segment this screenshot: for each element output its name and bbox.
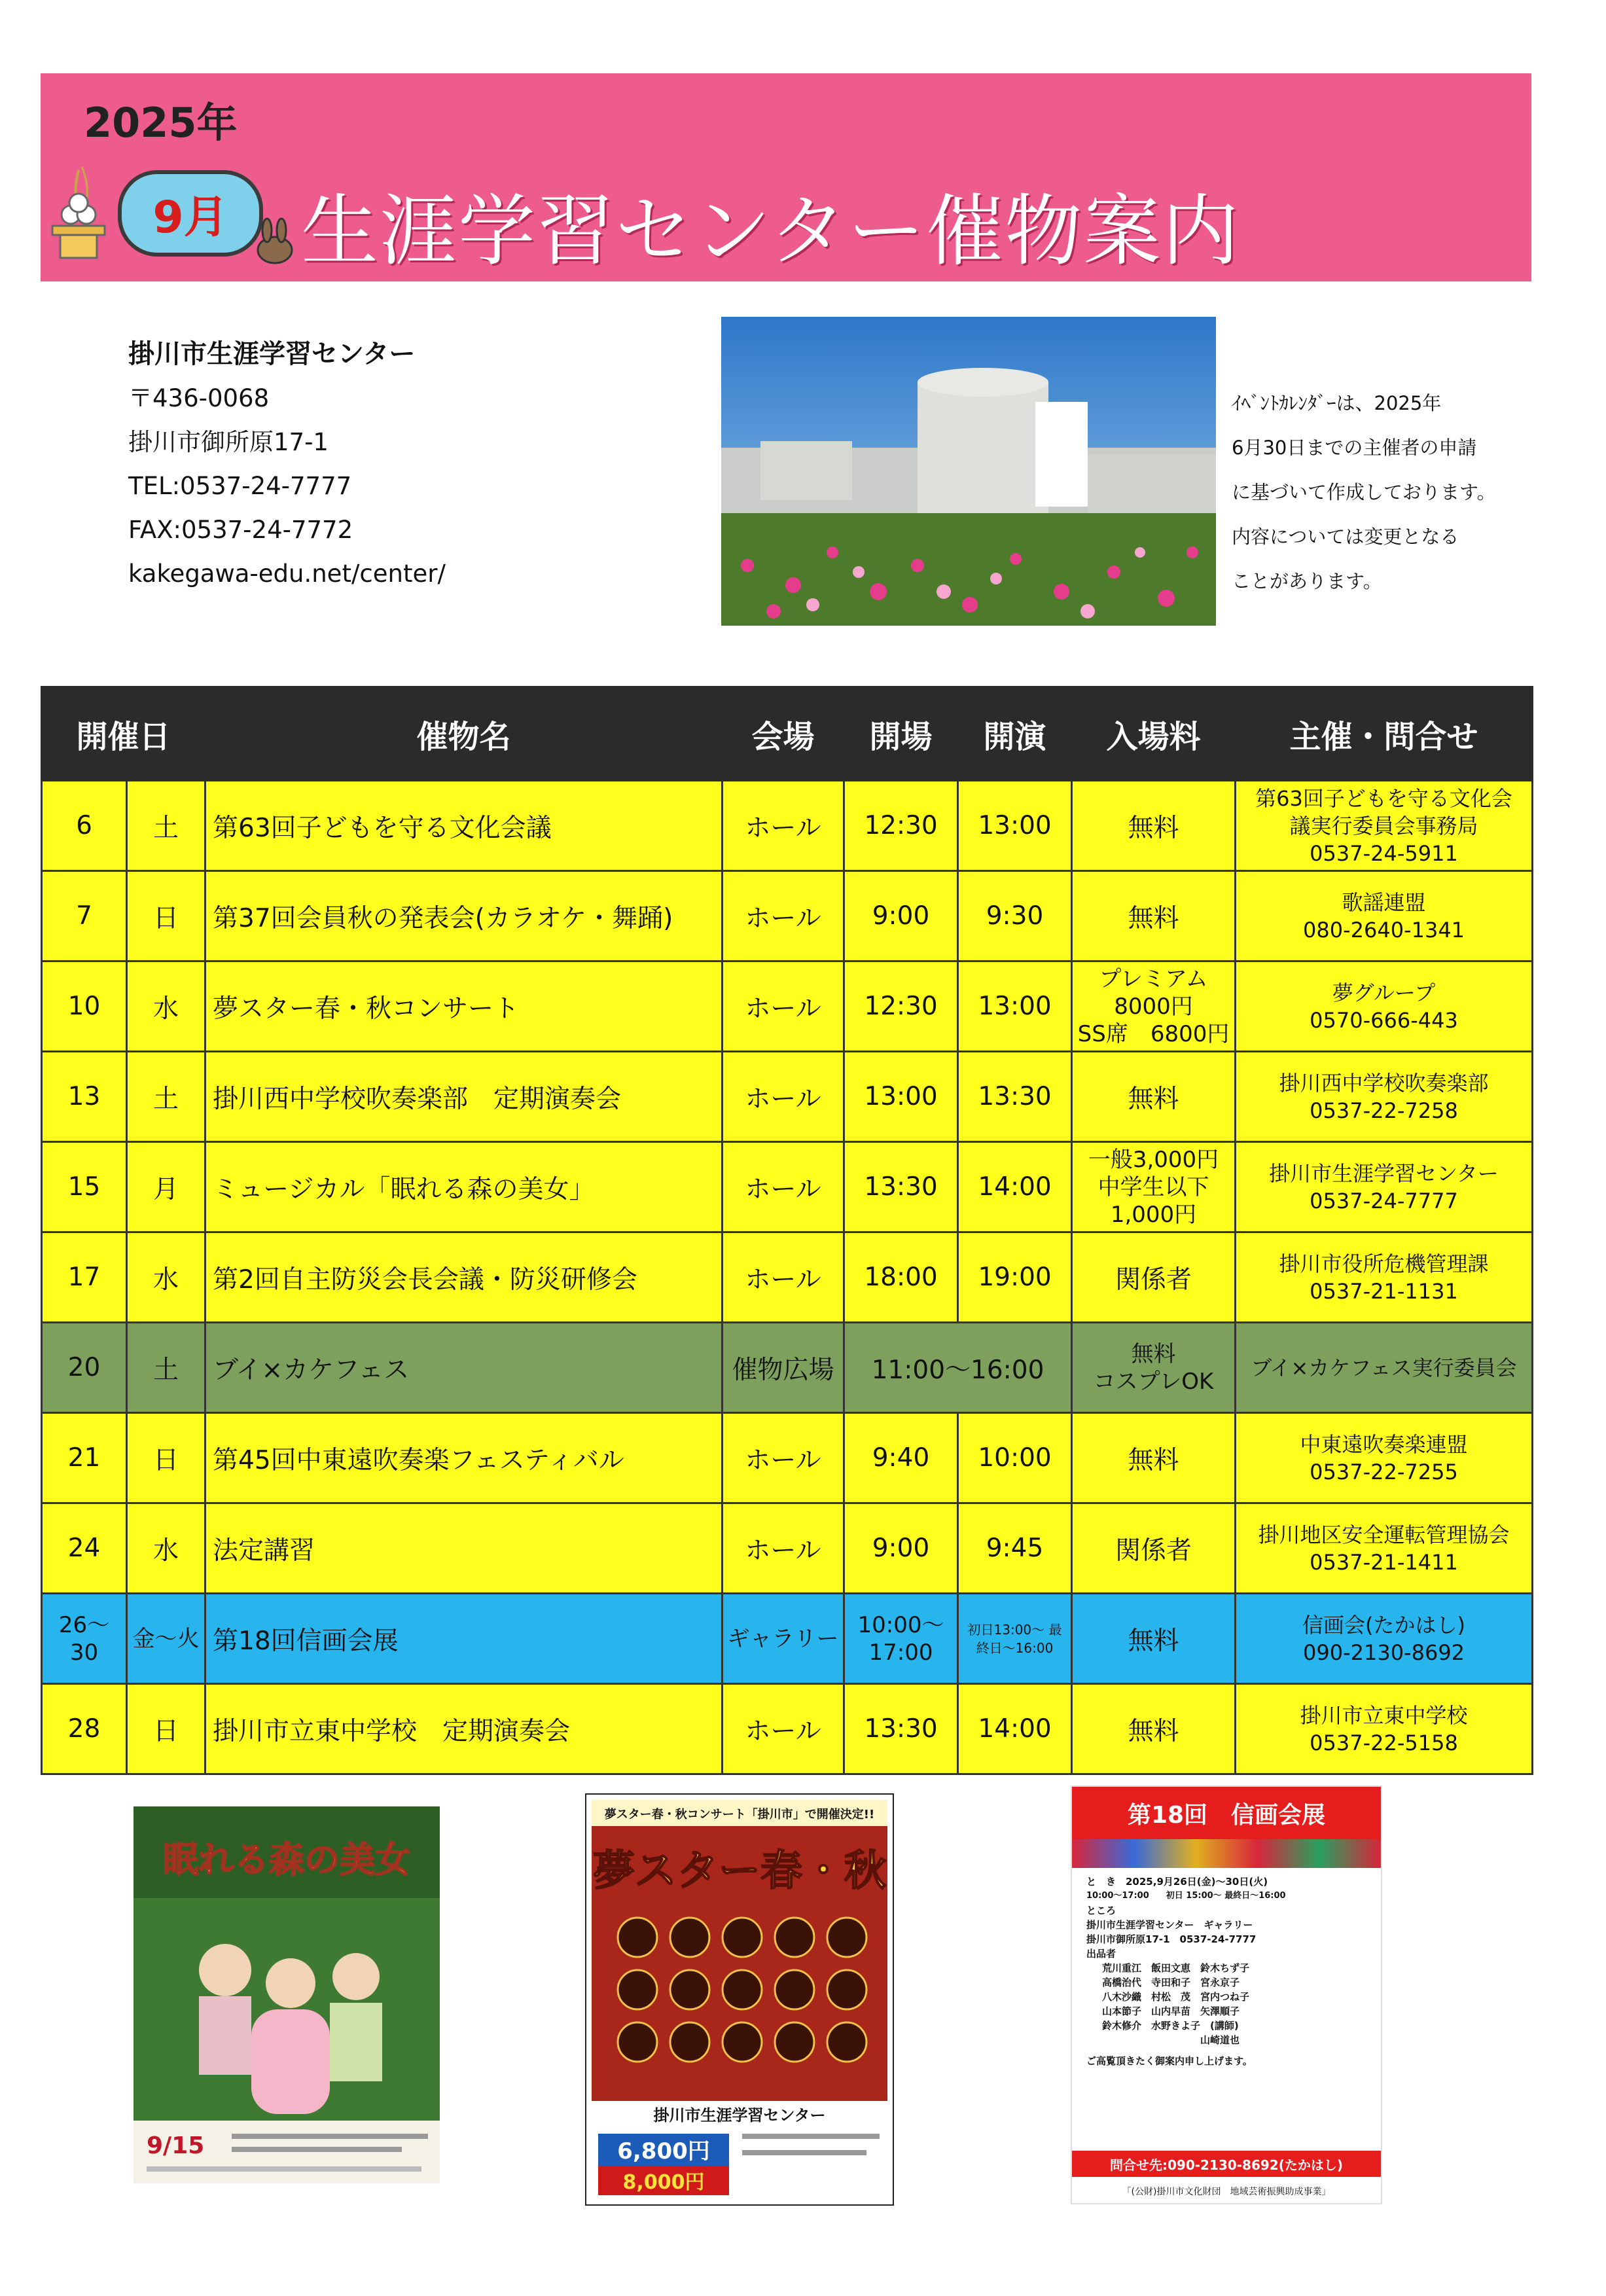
table-row <box>42 1684 1533 1774</box>
cell-day: 6 <box>42 781 127 871</box>
cell-start: 19:00 <box>958 1232 1072 1323</box>
cell-venue: ホール <box>723 1142 844 1232</box>
cell-weekday: 水 <box>127 1232 205 1323</box>
cell-event: 第18回信画会展 <box>205 1594 723 1684</box>
contact-line: 0537-21-1131 <box>1310 1278 1458 1304</box>
center-info <box>128 332 446 596</box>
cell-open: 18:00 <box>844 1232 958 1323</box>
exhibit-place: 掛川市御所原17-1 0537-24-7777 <box>1086 1933 1257 1945</box>
year-label: 2025年 <box>84 99 238 147</box>
exhibit-poster-title: 第18回 信画会展 <box>1072 1787 1381 1839</box>
table-row <box>42 871 1533 961</box>
contact-line: 0570-666-443 <box>1310 1007 1458 1033</box>
table-header-row <box>42 687 1533 781</box>
fee-line: 無料 <box>1128 1445 1179 1475</box>
cell-event: ミュージカル「眠れる森の美女」 <box>205 1142 723 1232</box>
table-row <box>42 1142 1533 1232</box>
cell-start: 9:45 <box>958 1503 1072 1594</box>
cell-open: 13:30 <box>844 1142 958 1232</box>
exhibitor-line: 荒川重江 飯田文恵 鈴木ちず子 <box>1102 1962 1250 1974</box>
exhibit-contact: 問合せ先:090-2130-8692(たかはし) <box>1072 2151 1381 2177</box>
contact-line: 090-2130-8692 <box>1302 1640 1465 1665</box>
cell-contact <box>1236 1232 1533 1323</box>
cell-fee <box>1072 1684 1236 1774</box>
exhibit-poster-strip <box>1072 1839 1381 1868</box>
exhibit-place-label: ところ <box>1086 1905 1116 1916</box>
contact-line: 信画会(たかはし) <box>1302 1612 1465 1638</box>
cell-start: 13:00 <box>958 961 1072 1052</box>
cell-fee <box>1072 1323 1236 1413</box>
cell-event: 第2回自主防災会長会議・防災研修会 <box>205 1232 723 1323</box>
tel: TEL:0537-24-7777 <box>128 472 352 500</box>
cell-weekday: 日 <box>127 1684 205 1774</box>
exhibitor-line: 八木沙織 村松 茂 宮内つね子 <box>1102 1991 1250 2003</box>
fee-line: 無料 <box>1128 1626 1179 1656</box>
exhibit-exhibitors-label: 出品者 <box>1086 1948 1116 1960</box>
contact-line: 0537-22-7258 <box>1310 1098 1458 1123</box>
cell-open: 10:00〜17:00 <box>844 1594 958 1684</box>
cell-weekday: 金〜火 <box>127 1594 205 1684</box>
cell-contact <box>1236 781 1533 871</box>
table-row <box>42 1052 1533 1142</box>
postal-code: 〒436-0068 <box>128 384 270 412</box>
fee-line: コスプレOK <box>1093 1368 1214 1395</box>
bunny-icon <box>249 216 301 268</box>
contact-line: 第63回子どもを守る文化会 <box>1255 785 1512 811</box>
concert-poster-headline: 夢スター春・秋コンサート「掛川市」で開催決定!! <box>604 1808 875 1821</box>
notice-line: 6月30日までの主催者の申請 <box>1232 437 1477 459</box>
concert-poster-price1: 6,800円 <box>617 2138 710 2164</box>
contact-line: 中東遠吹奏楽連盟 <box>1300 1431 1468 1457</box>
contact-line: 0537-21-1411 <box>1310 1549 1458 1575</box>
cell-venue: ホール <box>723 1413 844 1503</box>
table-row <box>42 1232 1533 1323</box>
notice-line: 内容については変更となる <box>1232 526 1459 548</box>
calendar-notice <box>1232 381 1496 603</box>
fee-line: SS席 6800円 <box>1077 1020 1230 1047</box>
cell-contact <box>1236 961 1533 1052</box>
cell-start: 10:00 <box>958 1413 1072 1503</box>
exhibitor-line: 鈴木修介 水野きよ子 (講師) <box>1102 2020 1239 2032</box>
concert-poster <box>585 1793 894 2206</box>
contact-line: 掛川西中学校吹奏楽部 <box>1279 1070 1489 1096</box>
contact-line: ブイ×カケフェス実行委員会 <box>1251 1355 1517 1380</box>
contact-line: 掛川地区安全運転管理協会 <box>1258 1522 1510 1547</box>
contact-line: 0537-22-5158 <box>1310 1730 1458 1755</box>
cell-day: 7 <box>42 871 127 961</box>
cell-contact <box>1236 1413 1533 1503</box>
contact-line: 0537-24-5911 <box>1310 840 1458 866</box>
contact-line: 0537-24-7777 <box>1310 1188 1458 1213</box>
cell-weekday: 土 <box>127 1052 205 1142</box>
fee-line: 無料 <box>1128 813 1179 843</box>
fax: FAX:0537-24-7772 <box>128 516 353 544</box>
exhibitor-line: 山本節子 山内早苗 矢澤順子 <box>1102 2005 1240 2017</box>
cell-open: 9:00 <box>844 871 958 961</box>
cell-open: 13:00 <box>844 1052 958 1142</box>
cell-day: 28 <box>42 1684 127 1774</box>
contact-line: 掛川市生涯学習センター <box>1269 1160 1499 1186</box>
contact-line: 議実行委員会事務局 <box>1289 813 1478 838</box>
page-title: 生涯学習センター催物案内 <box>301 186 1241 276</box>
cell-venue: ホール <box>723 961 844 1052</box>
notice-line: に基づいて作成しております。 <box>1232 481 1496 503</box>
exhibit-invite: ご高覧頂きたく御案内申し上げます。 <box>1086 2055 1253 2067</box>
header-open: 開場 <box>844 687 958 781</box>
exhibitor-line: 高橋治代 寺田和子 宮永京子 <box>1102 1977 1240 1988</box>
cell-contact <box>1236 871 1533 961</box>
table-row <box>42 1503 1533 1594</box>
cell-venue: ギャラリー <box>723 1594 844 1684</box>
cell-event: 第37回会員秋の発表会(カラオケ・舞踊) <box>205 871 723 961</box>
exhibit-footer: 「(公財)掛川市文化財団 地域芸術振興助成事業」 <box>1122 2187 1331 2197</box>
contact-line: 歌謡連盟 <box>1342 889 1426 915</box>
header-date: 開催日 <box>42 687 205 781</box>
cell-venue: ホール <box>723 1052 844 1142</box>
concert-poster-title: 夢スター春・秋 <box>593 1847 886 1895</box>
fee-line: 関係者 <box>1115 1535 1192 1566</box>
cell-venue: ホール <box>723 1232 844 1323</box>
fee-line: 1,000円 <box>1110 1201 1197 1228</box>
exhibit-poster <box>1071 1785 1382 2204</box>
cell-event: 第63回子どもを守る文化会議 <box>205 781 723 871</box>
cell-open: 9:00 <box>844 1503 958 1594</box>
building-photo <box>721 317 1216 626</box>
contact-line: 080-2640-1341 <box>1302 917 1465 942</box>
cell-fee <box>1072 1142 1236 1232</box>
cell-weekday: 日 <box>127 1413 205 1503</box>
center-name: 掛川市生涯学習センター <box>128 339 416 369</box>
month-badge: 9月 <box>118 170 263 257</box>
exhibitor-line: 山崎道也 <box>1102 2034 1240 2046</box>
exhibit-hours: 10:00〜17:00 初日 15:00〜 最終日〜16:00 <box>1086 1891 1286 1901</box>
cell-fee <box>1072 1413 1236 1503</box>
exhibit-when: と き 2025,9月26日(金)〜30日(火) <box>1086 1876 1268 1888</box>
cell-fee <box>1072 781 1236 871</box>
cell-start: 14:00 <box>958 1684 1072 1774</box>
musical-poster-date: 9/15 <box>147 2132 205 2159</box>
cell-weekday: 土 <box>127 781 205 871</box>
cell-venue: ホール <box>723 781 844 871</box>
cell-venue: ホール <box>723 1684 844 1774</box>
cell-venue: 催物広場 <box>723 1323 844 1413</box>
contact-line: 掛川市役所危機管理課 <box>1279 1251 1489 1276</box>
contact-line: 夢グループ <box>1332 980 1436 1005</box>
cell-contact <box>1236 1323 1533 1413</box>
notice-line: ことがあります。 <box>1232 570 1382 592</box>
cell-event: ブイ×カケフェス <box>205 1323 723 1413</box>
table-row <box>42 961 1533 1052</box>
cell-contact <box>1236 1503 1533 1594</box>
contact-line: 掛川市立東中学校 <box>1300 1702 1468 1728</box>
cell-day: 21 <box>42 1413 127 1503</box>
header-fee: 入場料 <box>1072 687 1236 781</box>
table-row <box>42 781 1533 871</box>
cell-start: 13:30 <box>958 1052 1072 1142</box>
cell-start: 13:00 <box>958 781 1072 871</box>
cell-open: 12:30 <box>844 781 958 871</box>
cell-fee <box>1072 871 1236 961</box>
cell-day: 10 <box>42 961 127 1052</box>
cell-contact <box>1236 1052 1533 1142</box>
concert-poster-venue: 掛川市生涯学習センター <box>653 2106 826 2125</box>
header-venue: 会場 <box>723 687 844 781</box>
cell-weekday: 水 <box>127 1503 205 1594</box>
cell-start: 初日13:00〜 最終日〜16:00 <box>958 1594 1072 1684</box>
cell-fee <box>1072 1052 1236 1142</box>
fee-line: プレミアム <box>1099 965 1208 992</box>
cell-day: 13 <box>42 1052 127 1142</box>
cell-day: 26〜30 <box>42 1594 127 1684</box>
cell-day: 24 <box>42 1503 127 1594</box>
fee-line: 無料 <box>1128 903 1179 933</box>
fee-line: 無料 <box>1128 1716 1179 1746</box>
website-link[interactable]: kakegawa-edu.net/center/ <box>128 560 446 588</box>
fee-line: 無料 <box>1128 1084 1179 1114</box>
musical-poster-title: 眠れる森の美女 <box>163 1839 410 1880</box>
cell-day: 15 <box>42 1142 127 1232</box>
dango-icon <box>46 164 111 262</box>
fee-line: 無料 <box>1131 1340 1176 1367</box>
cell-weekday: 日 <box>127 871 205 961</box>
cell-fee <box>1072 1503 1236 1594</box>
fee-line: 関係者 <box>1115 1265 1192 1295</box>
exhibit-place: 掛川市生涯学習センター ギャラリー <box>1086 1919 1253 1931</box>
cell-event: 掛川市立東中学校 定期演奏会 <box>205 1684 723 1774</box>
cell-open: 13:30 <box>844 1684 958 1774</box>
cell-event: 法定講習 <box>205 1503 723 1594</box>
cell-event: 第45回中東遠吹奏楽フェスティバル <box>205 1413 723 1503</box>
cell-fee <box>1072 961 1236 1052</box>
cell-open: 12:30 <box>844 961 958 1052</box>
fee-line: 8000円 <box>1114 993 1193 1020</box>
table-row <box>42 1594 1533 1684</box>
cell-weekday: 月 <box>127 1142 205 1232</box>
cell-open: 11:00〜16:00 <box>844 1323 1072 1413</box>
cell-contact <box>1236 1142 1533 1232</box>
cell-fee <box>1072 1594 1236 1684</box>
concert-poster-price2: 8,000円 <box>622 2171 705 2194</box>
cell-contact <box>1236 1684 1533 1774</box>
notice-line: ｲﾍﾞﾝﾄｶﾚﾝﾀﾞｰは、2025年 <box>1232 392 1442 414</box>
fee-line: 一般3,000円 <box>1088 1146 1219 1173</box>
table-row <box>42 1323 1533 1413</box>
header-contact: 主催・問合せ <box>1236 687 1533 781</box>
table-row <box>42 1413 1533 1503</box>
cell-weekday: 水 <box>127 961 205 1052</box>
cell-start: 14:00 <box>958 1142 1072 1232</box>
cell-day: 17 <box>42 1232 127 1323</box>
musical-poster <box>134 1806 440 2183</box>
address: 掛川市御所原17-1 <box>128 428 329 456</box>
contact-line: 0537-22-7255 <box>1310 1459 1458 1484</box>
cell-start: 9:30 <box>958 871 1072 961</box>
cell-venue: ホール <box>723 871 844 961</box>
fee-line: 中学生以下 <box>1097 1174 1209 1200</box>
header-event: 催物名 <box>205 687 723 781</box>
header-start: 開演 <box>958 687 1072 781</box>
cell-open: 9:40 <box>844 1413 958 1503</box>
cell-contact <box>1236 1594 1533 1684</box>
cell-fee <box>1072 1232 1236 1323</box>
cell-weekday: 土 <box>127 1323 205 1413</box>
cell-event: 掛川西中学校吹奏楽部 定期演奏会 <box>205 1052 723 1142</box>
cell-day: 20 <box>42 1323 127 1413</box>
cell-venue: ホール <box>723 1503 844 1594</box>
events-table <box>41 686 1533 1775</box>
cell-event: 夢スター春・秋コンサート <box>205 961 723 1052</box>
